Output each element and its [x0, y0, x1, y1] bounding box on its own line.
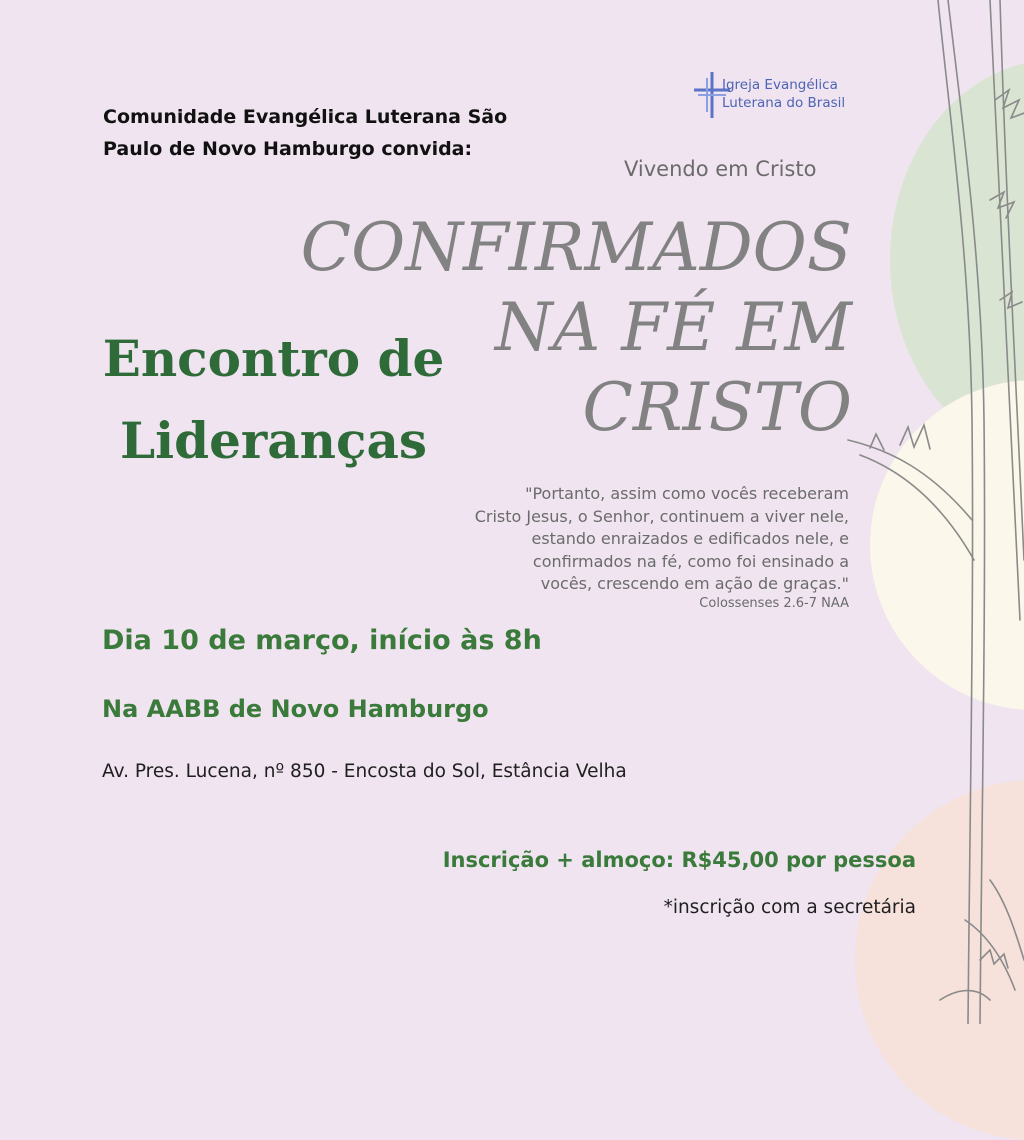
- plant-leaf-6: [990, 880, 1024, 960]
- event-title-line-1: Encontro de: [102, 329, 445, 388]
- plant-leaf-1: [900, 425, 930, 449]
- verse-reference: Colossenses 2.6-7 NAA: [699, 596, 849, 611]
- theme-line-1: CONFIRMADOS: [300, 209, 852, 286]
- verse-line-4: confirmados na fé, como foi ensinado a: [532, 551, 849, 571]
- theme-subtitle: Vivendo em Cristo: [624, 157, 817, 181]
- registration-note: *inscrição com a secretária: [663, 897, 916, 918]
- inviting-community: [103, 101, 573, 165]
- intro-line-1: Comunidade Evangélica Luterana São: [103, 106, 508, 128]
- plant-stem-main: [938, 0, 973, 1024]
- event-date: Dia 10 de março, início às 8h: [102, 625, 542, 656]
- plant-branch: [848, 440, 972, 520]
- verse-line-3: estando enraizados e edificados nele, e: [531, 529, 849, 548]
- plant-leaf-7: [965, 920, 1015, 990]
- verse-line-1: "Portanto, assim como vocês receberam: [525, 484, 849, 503]
- registration-price: Inscrição + almoço: R$45,00 por pessoa: [442, 848, 916, 872]
- event-title-line-2: Lideranças: [119, 411, 427, 470]
- plant-leaf-4: [990, 192, 1014, 218]
- plant-stem-secondary: [948, 0, 985, 1024]
- church-logo-text: [722, 76, 845, 112]
- bible-verse: [409, 483, 849, 596]
- verse-line-2: Cristo Jesus, o Senhor, continuem a viver nele,: [474, 506, 849, 526]
- verse-line-5: vocês, crescendo em ação de graças.": [540, 574, 849, 593]
- plant-branch-2: [860, 455, 974, 560]
- logo-line-2: Luterana do Brasil: [722, 95, 846, 111]
- plant-leaf-5: [1000, 292, 1022, 308]
- event-title: [96, 318, 451, 482]
- plant-leaf-9: [940, 991, 990, 1000]
- event-venue: Na AABB de Novo Hamburgo: [102, 695, 489, 723]
- logo-line-1: Igreja Evangélica: [722, 77, 838, 93]
- event-address: Av. Pres. Lucena, nº 850 - Encosta do Sol, Estância Velha: [102, 761, 627, 782]
- intro-line-2: Paulo de Novo Hamburgo convida:: [103, 138, 473, 160]
- plant-leaf-3: [995, 90, 1024, 118]
- theme-line-3: CRISTO: [582, 369, 852, 446]
- theme-line-2: NA FÉ EM: [494, 289, 852, 366]
